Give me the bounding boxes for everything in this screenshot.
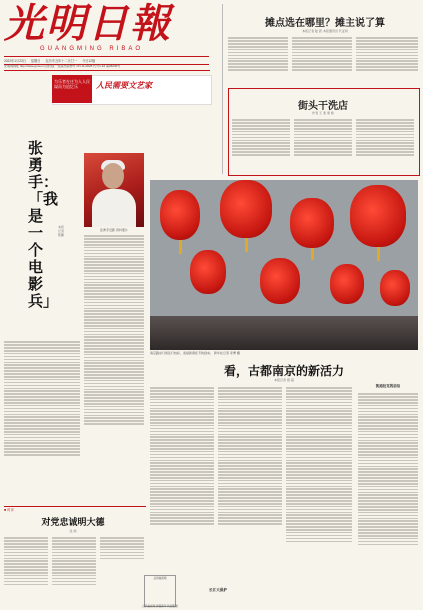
masthead-logo: 光明日報 — [4, 0, 172, 47]
main-byline: 本报记者 蒋 超 — [274, 378, 294, 382]
sidebar-title[interactable]: 凯迪拉克的前沿 — [375, 384, 401, 388]
article-text — [4, 536, 48, 606]
headline-laundry[interactable]: 街头干洗店 — [298, 101, 348, 112]
qr-caption: 扫码看视频 新春新年 特别报道 — [142, 605, 178, 608]
article-text — [84, 234, 144, 504]
article-text — [286, 386, 352, 606]
small-headline[interactable]: 长江大保护 — [209, 588, 227, 592]
article-text — [218, 386, 282, 582]
commentary-byline: 张 硕 — [69, 529, 77, 533]
byline-stalls: 本报记者 陆 跃 本报通讯员 代亚珂 — [302, 29, 348, 33]
portrait-caption: 张勇手近影 资料照片 — [100, 228, 128, 232]
headline-stalls[interactable]: 摊点选在哪里？摊主说了算 — [265, 18, 385, 29]
weekday: 星期日 — [30, 59, 41, 63]
photo-caption: 南京路步行街张灯结彩，迎接新春佳节的到来。 新华社记者 李博 摄 — [150, 351, 240, 355]
article-text — [232, 118, 290, 172]
lunar-date: 农历辛丑年十二月廿一 — [45, 59, 78, 63]
date: 2022年1月23日 — [4, 59, 26, 63]
article-text — [356, 118, 414, 172]
promo-slogan: 人民需要文艺家 — [96, 80, 152, 90]
article-text — [358, 392, 418, 606]
section-kicker: ■ 时评 — [4, 508, 15, 512]
edition-count: 今日12版 — [82, 59, 96, 63]
feature-byline: 本报记者 陈鹏 — [58, 225, 65, 237]
main-headline[interactable]: 看，古都南京的新活力 — [223, 364, 344, 378]
byline-laundry: 作者 王 斐 梁 艳 — [312, 111, 334, 115]
article-text — [52, 536, 96, 606]
article-text — [292, 36, 352, 84]
article-text — [228, 36, 288, 84]
article-text — [150, 386, 214, 582]
lantern-photo — [150, 180, 418, 350]
masthead-pinyin: GUANGMING RIBAO — [40, 46, 144, 52]
column-divider — [222, 4, 223, 174]
publication-info: 光明网网址 http://www.gmw.cn 国内统一连续出版物号 CN 11-0026 代号1-16 第26230号 — [4, 64, 121, 68]
article-text — [356, 36, 418, 84]
commentary-title[interactable]: 对党忠诚明大德 — [41, 518, 105, 528]
section-rule — [4, 506, 146, 507]
feature-title[interactable]: 张勇手：「我是一个电影兵」 — [28, 139, 59, 310]
article-text — [294, 118, 352, 172]
promo-left: 为乐者在迁为人人民谋而为追忆乐 — [52, 75, 92, 103]
article-text — [100, 536, 144, 572]
article-text — [4, 340, 80, 504]
portrait-photo — [84, 153, 144, 227]
red-divider — [4, 70, 210, 71]
qr-code[interactable]: 扫码看视频 — [144, 575, 176, 607]
